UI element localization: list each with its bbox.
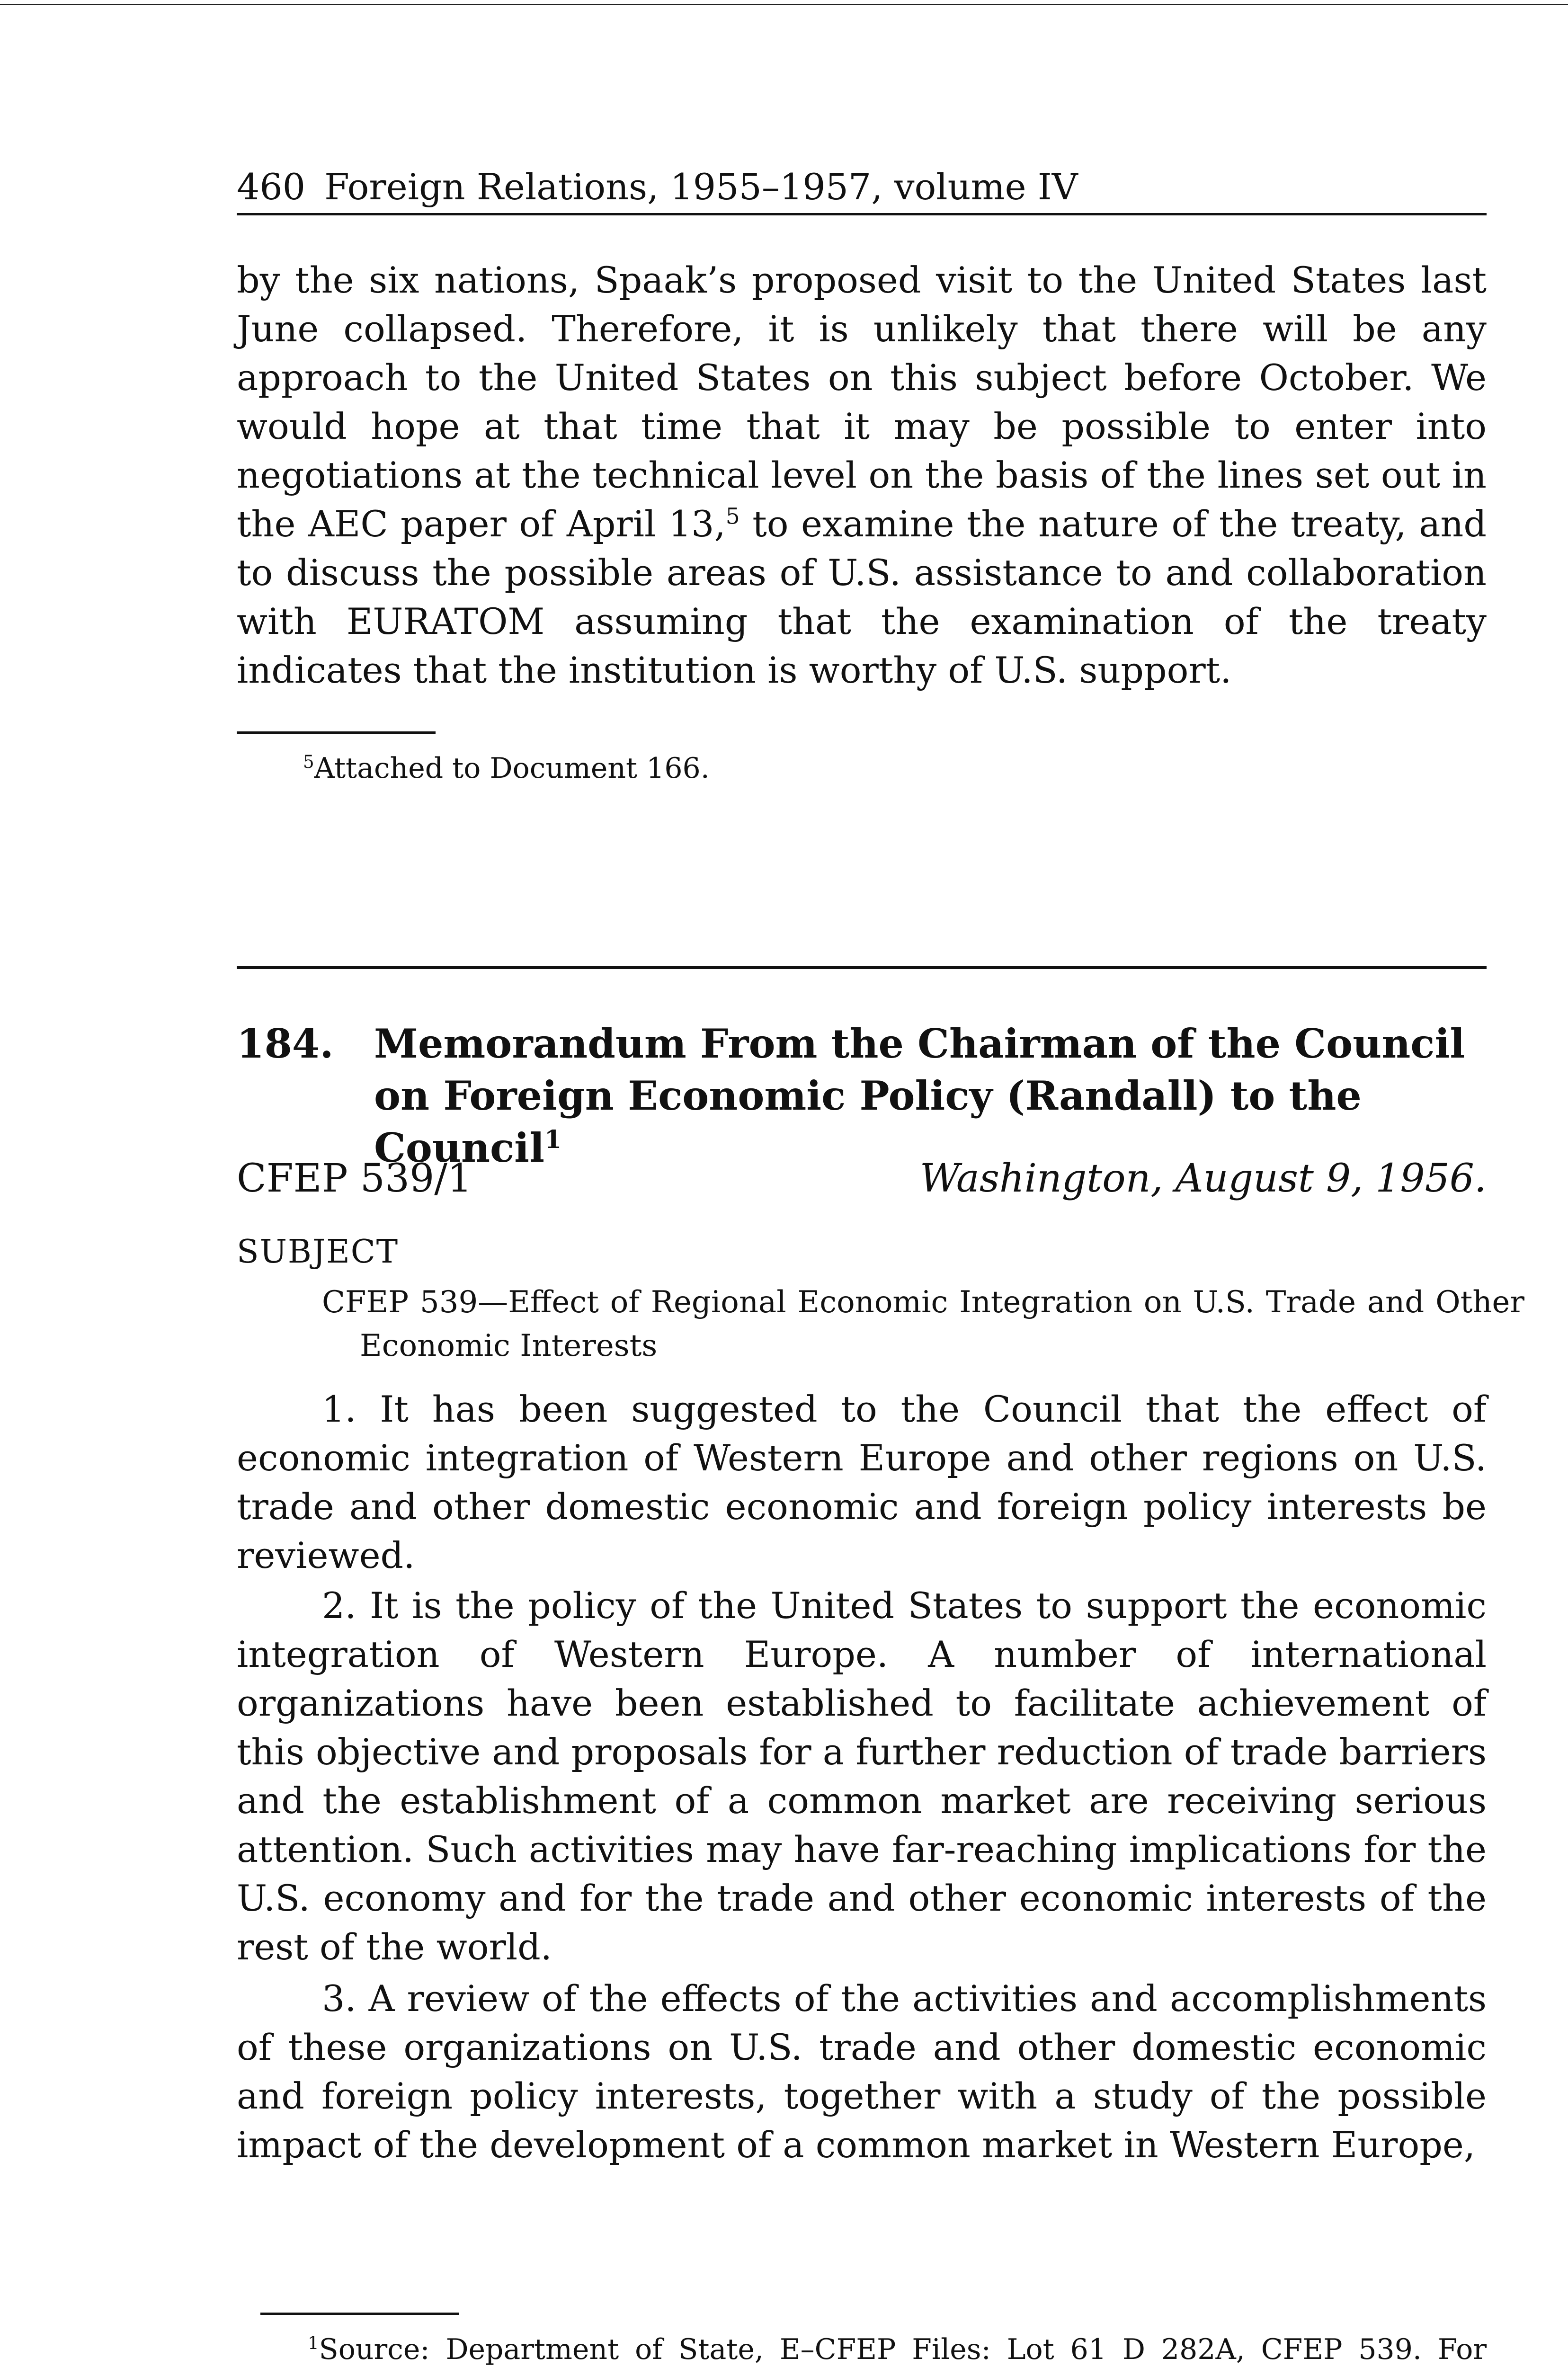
memo-paragraph-1: 1. It has been suggested to the Council that the effect of economic integration of Western Europe and other regions on U.S. trade and other domestic economic and foreign policy interests be reviewed. bbox=[237, 1388, 1487, 1576]
running-head bbox=[237, 161, 1487, 215]
footnote-5-marker: 5 bbox=[303, 751, 314, 772]
top-edge-rule bbox=[0, 4, 1568, 5]
document-number: 184. bbox=[237, 1020, 334, 1067]
continuation-paragraph bbox=[237, 256, 1487, 694]
subject-label: SUBJECT bbox=[237, 1233, 399, 1271]
footnote-1-marker: 1 bbox=[308, 2332, 319, 2353]
dateline: Washington, August 9, 1956. bbox=[919, 1156, 1487, 1201]
footnote-ref-5: 5 bbox=[725, 503, 740, 530]
footnote-1 bbox=[260, 2329, 1487, 2367]
subject-text: CFEP 539—Effect of Regional Economic Integration on U.S. Trade and Other Economic Interests bbox=[322, 1285, 1524, 1363]
footnote-ref-1: 1 bbox=[544, 1125, 562, 1154]
footnote-rule-top bbox=[237, 731, 436, 734]
continuation-text: by the six nations, Spaak’s proposed visit to the United States last June collapsed. Therefore, it is unlikely that there will be any approach to the United States on this subject before October. We would hope at that time that it may be possible to enter into negotiations at the technical level on the basis of the lines set out in the AEC paper of April 13, bbox=[237, 259, 1487, 545]
page-number: 460 bbox=[237, 166, 306, 208]
document-title-text: Memorandum From the Chairman of the Council on Foreign Economic Policy (Randall) to the Council bbox=[374, 1020, 1465, 1171]
continuation-text-end: to examine the nature of the treaty, and to discuss the possible areas of U.S. assistance to and collaboration with EURATOM assuming that the examination of the treaty indicates that the institution is worthy of U.S. support. bbox=[237, 503, 1487, 691]
footnote-1-text: Source: Department of State, E–CFEP Files: Lot 61 D 282A, CFEP 539. For bbox=[319, 2333, 1487, 2366]
document-id: CFEP 539/1 bbox=[237, 1156, 472, 1201]
footnote-5-text: Attached to Document 166. bbox=[314, 752, 710, 785]
volume-title: Foreign Relations, 1955–1957, volume IV bbox=[324, 166, 1078, 208]
footnote-5 bbox=[303, 748, 1439, 789]
document-title bbox=[374, 1018, 1482, 1174]
memo-paragraph-2: 2. It is the policy of the United States to support the economic integration of Western Europe. A number of international organizations have been established to facilitate achievement of this objective and proposals for a further reduction of trade barriers and the establishment of a common market are receiving serious attention. Such activities may have far-reaching implications for the U.S. economy and for the trade and other economic interests of the rest of the world. bbox=[237, 1584, 1487, 1968]
footnote-rule-bottom bbox=[260, 2313, 459, 2315]
section-divider bbox=[237, 966, 1487, 969]
memo-paragraph-3: 3. A review of the effects of the activities and accomplishments of these organizations on U.S. trade and other domestic economic and foreign policy interests, together with a study of the possible impact of the development of a common market in Western Europe, bbox=[237, 1977, 1487, 2166]
